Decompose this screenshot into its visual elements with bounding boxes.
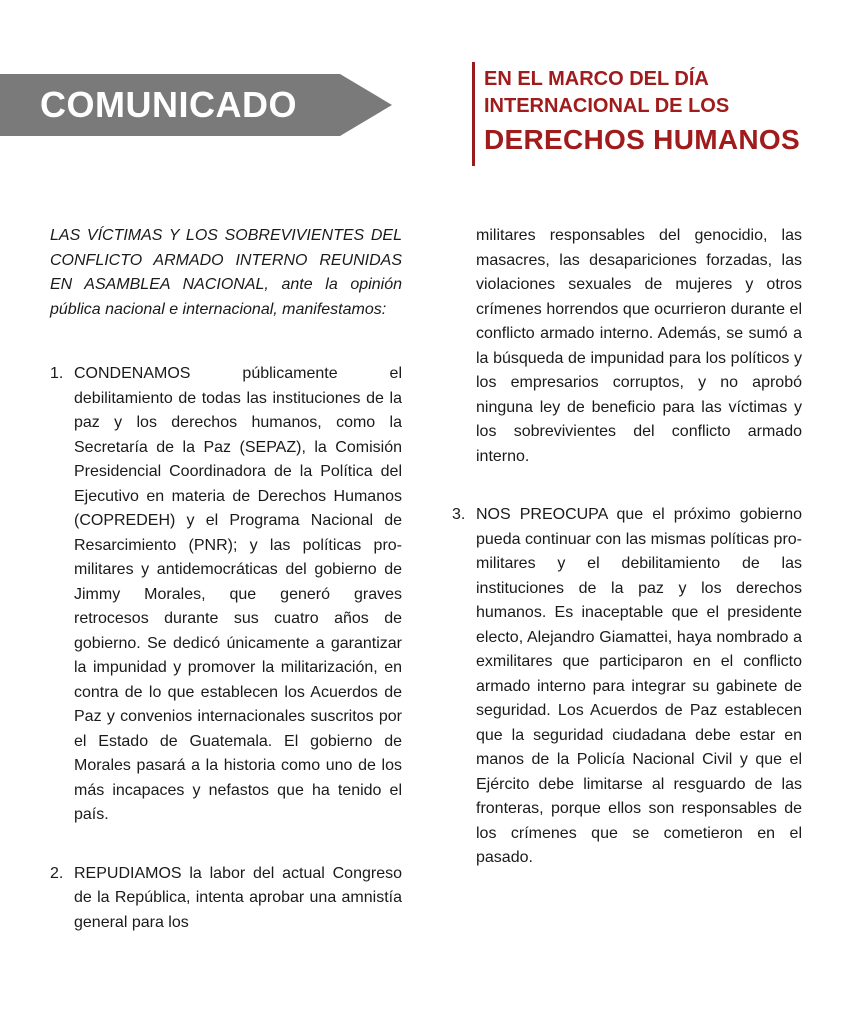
list-item-number: 1. [50,365,64,382]
left-column [50,224,402,969]
list-item [50,362,402,828]
banner-title: COMUNICADO [40,84,297,125]
heading-line-3: DERECHOS HUMANOS [484,124,800,155]
intro-paragraph [50,224,402,322]
list-item-text: NOS PREOCUPA que el próximo gobierno pueda continuar con las mismas políticas pro-militares y el debilitamiento de las instituciones de la paz y los derechos humanos. Es inaceptable que el presidente electo, Alejandro Giamattei, haya nombrado a exmilitares que participaron en el conflicto armado interno para integrar su gabinete de seguridad. Los Acuerdos de Paz establecen que la seguridad ciudadana debe estar en manos de la Policía Nacional Civil y que el Ejército debe limitarse al resguardo de las fronteras, porque ellos son responsables de los crímenes que se cometieron en el pasado. [476,506,802,866]
heading-divider [472,62,475,166]
list-item-number: 2. [50,864,64,882]
right-column [452,224,802,905]
list-item-text: REPUDIAMOS la labor del actual Congreso de la República, intenta aprobar una amnistía general para los [74,864,402,931]
heading-line-2: INTERNACIONAL DE LOS [484,95,730,117]
list-item-continuation: militares responsables del genocidio, las masacres, las desapariciones forzadas, las violaciones sexuales de mujeres y otros crímenes horrendos que ocurrieron durante el conflicto armado interno. Además, se sumó a la búsqueda de impunidad para los políticos y los empresarios corruptos, y no aprobó ninguna ley de beneficio para las víctimas y los sobrevivientes del conflicto armado interno. [476,227,802,465]
heading-line-1: EN EL MARCO DEL DÍA [484,68,709,90]
intro-uppercase: LAS VÍCTIMAS Y LOS SOBREVIVIENTES DEL CONFLICTO ARMADO INTERNO REUNIDAS EN ASAMBLEA NACIONAL [50,227,402,293]
list-item [50,862,402,936]
list-item-number: 3. [452,506,466,523]
intro-rest: , ante la opinión pública nacional e internacional, manifestamos: [50,276,403,318]
list-item-text: CONDENAMOS públicamente el debilitamiento de todas las instituciones de la paz y los derechos humanos, como la Secretaría de la Paz (SEPAZ), la Comisión Presidencial Coordinadora de la Política del Ejecutivo en materia de Derechos Humanos (COPREDEH) y el Programa Nacional de Resarcimiento (PNR); y las políticas pro-militares y antidemocráticas del gobierno de Jimmy Morales, que generó graves retrocesos durante sus cuatro años de gobierno. Se dedicó únicamente a garantizar la impunidad y promover la militarización, en contra de lo que establecen los Acuerdos de Paz y convenios internacionales suscritos por el Estado de Guatemala. El gobierno de Morales pasará a la historia como uno de los más incapaces y nefastos que ha tenido el país. [74,365,402,823]
page-heading [484,66,800,160]
comunicado-banner [0,74,392,136]
list-item [452,503,802,871]
